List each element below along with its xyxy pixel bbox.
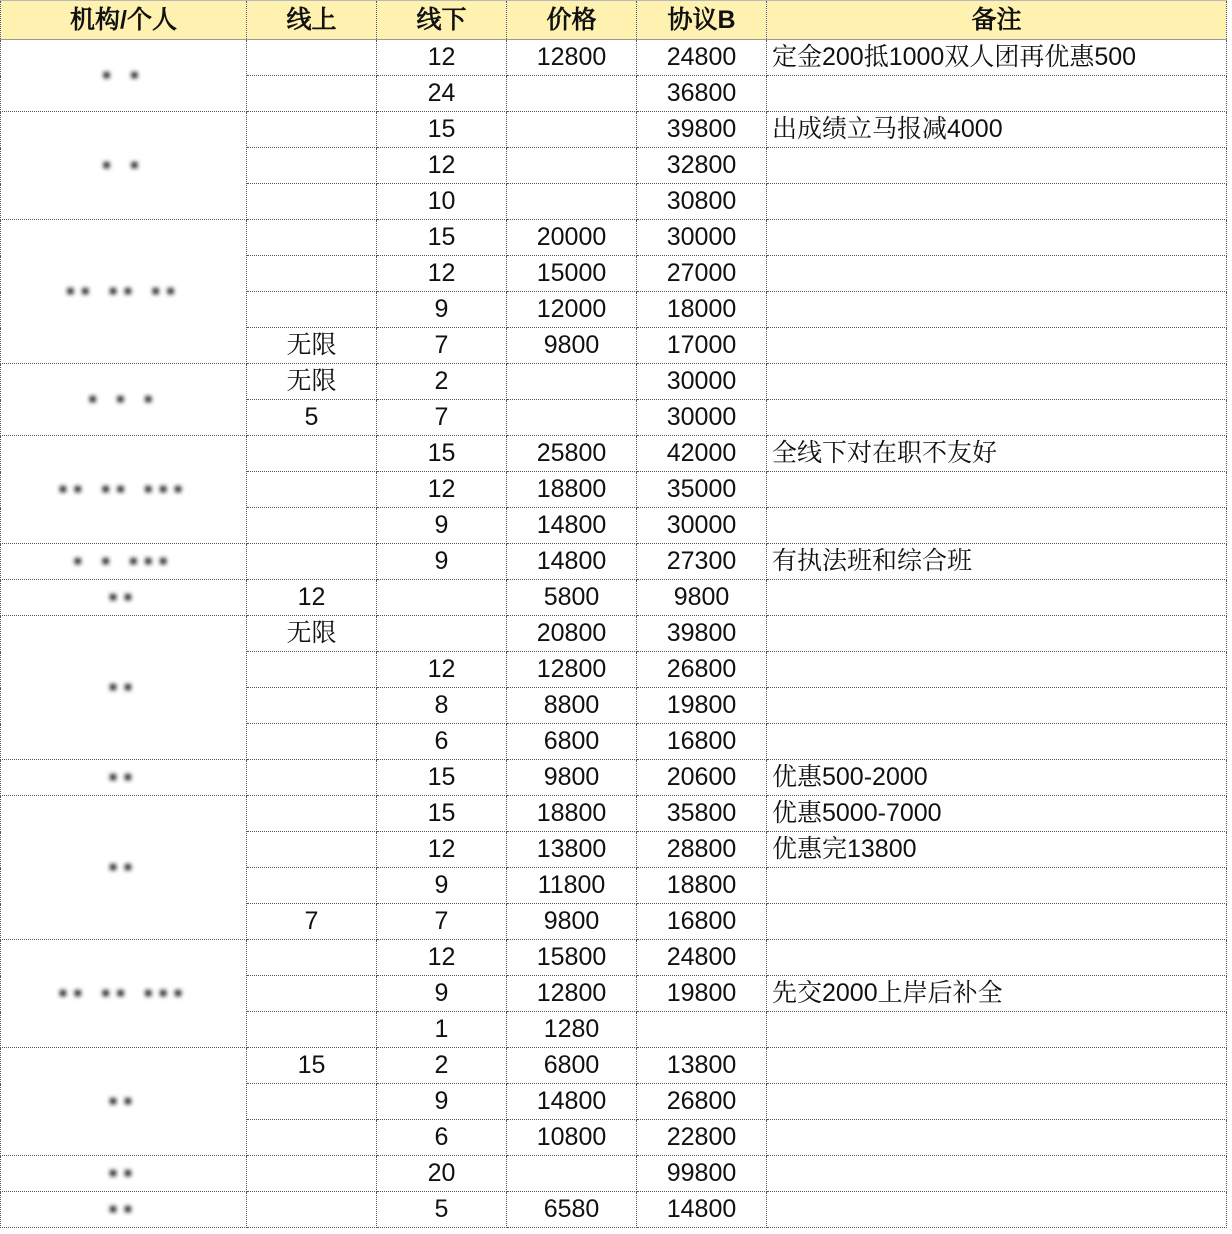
- cell-org[interactable]: [1, 436, 247, 544]
- cell-online[interactable]: [247, 76, 377, 112]
- cell-online[interactable]: [247, 976, 377, 1012]
- cell-agreement[interactable]: 26800: [637, 1084, 767, 1120]
- cell-note[interactable]: 优惠完13800: [767, 832, 1227, 868]
- cell-agreement[interactable]: 30000: [637, 508, 767, 544]
- cell-online[interactable]: [247, 1120, 377, 1156]
- org-name-redacted: ▪ ▪: [102, 151, 145, 179]
- cell-agreement[interactable]: 42000: [637, 436, 767, 472]
- cell-agreement[interactable]: 9800: [637, 580, 767, 616]
- cell-price[interactable]: 8800: [507, 688, 637, 724]
- cell-online[interactable]: [247, 724, 377, 760]
- cell-org[interactable]: [1, 364, 247, 436]
- cell-agreement[interactable]: 13800: [637, 1048, 767, 1084]
- cell-org[interactable]: [1, 220, 247, 364]
- cell-online[interactable]: [247, 796, 377, 832]
- cell-note[interactable]: [767, 148, 1227, 184]
- cell-online[interactable]: [247, 832, 377, 868]
- cell-agreement[interactable]: 24800: [637, 940, 767, 976]
- cell-agreement[interactable]: 30800: [637, 184, 767, 220]
- cell-price[interactable]: 14800: [507, 1084, 637, 1120]
- table-row: [1, 796, 1227, 832]
- cell-agreement[interactable]: 17000: [637, 328, 767, 364]
- cell-agreement[interactable]: 35800: [637, 796, 767, 832]
- cell-note[interactable]: [767, 652, 1227, 688]
- cell-note[interactable]: [767, 868, 1227, 904]
- cell-online[interactable]: [247, 760, 377, 796]
- cell-agreement[interactable]: 99800: [637, 1156, 767, 1192]
- cell-note[interactable]: [767, 580, 1227, 616]
- cell-note[interactable]: 优惠5000-7000: [767, 796, 1227, 832]
- cell-agreement[interactable]: 20600: [637, 760, 767, 796]
- cell-org[interactable]: [1, 1156, 247, 1192]
- cell-price[interactable]: 5800: [507, 580, 637, 616]
- cell-offline[interactable]: 9: [377, 292, 507, 328]
- cell-note[interactable]: [767, 508, 1227, 544]
- cell-price[interactable]: 6800: [507, 724, 637, 760]
- cell-offline[interactable]: 15: [377, 112, 507, 148]
- table-row: [1, 1156, 1227, 1192]
- cell-online[interactable]: [247, 184, 377, 220]
- cell-agreement[interactable]: 39800: [637, 112, 767, 148]
- table-row: [1, 544, 1227, 580]
- table-row: [1, 616, 1227, 652]
- cell-price[interactable]: 15800: [507, 940, 637, 976]
- cell-note[interactable]: [767, 616, 1227, 652]
- cell-org[interactable]: [1, 760, 247, 796]
- cell-price[interactable]: 25800: [507, 436, 637, 472]
- cell-note[interactable]: [767, 1048, 1227, 1084]
- cell-note[interactable]: [767, 1192, 1227, 1228]
- cell-online[interactable]: [247, 1084, 377, 1120]
- cell-agreement[interactable]: 27000: [637, 256, 767, 292]
- cell-online[interactable]: 12: [247, 580, 377, 616]
- cell-price[interactable]: 12000: [507, 292, 637, 328]
- cell-agreement[interactable]: 24800: [637, 40, 767, 76]
- cell-price[interactable]: 12800: [507, 976, 637, 1012]
- cell-offline[interactable]: 6: [377, 724, 507, 760]
- cell-note[interactable]: 出成绩立马报减4000: [767, 112, 1227, 148]
- table-row: [1, 1048, 1227, 1084]
- cell-note[interactable]: [767, 472, 1227, 508]
- cell-offline[interactable]: 2: [377, 364, 507, 400]
- cell-note[interactable]: [767, 256, 1227, 292]
- cell-offline[interactable]: 15: [377, 760, 507, 796]
- cell-offline[interactable]: 12: [377, 40, 507, 76]
- cell-online[interactable]: 无限: [247, 364, 377, 400]
- cell-agreement[interactable]: 39800: [637, 616, 767, 652]
- cell-online[interactable]: [247, 472, 377, 508]
- cell-note[interactable]: [767, 400, 1227, 436]
- cell-offline[interactable]: 24: [377, 76, 507, 112]
- cell-offline[interactable]: 9: [377, 976, 507, 1012]
- cell-price[interactable]: 9800: [507, 904, 637, 940]
- cell-online[interactable]: 无限: [247, 616, 377, 652]
- cell-online[interactable]: [247, 1012, 377, 1048]
- cell-offline[interactable]: 20: [377, 1156, 507, 1192]
- cell-note[interactable]: [767, 724, 1227, 760]
- cell-offline[interactable]: [377, 616, 507, 652]
- cell-online[interactable]: [247, 436, 377, 472]
- cell-agreement[interactable]: 30000: [637, 400, 767, 436]
- cell-agreement[interactable]: 22800: [637, 1120, 767, 1156]
- cell-online[interactable]: [247, 940, 377, 976]
- table-row: [1, 940, 1227, 976]
- header-row: [1, 1, 1227, 40]
- cell-offline[interactable]: 9: [377, 868, 507, 904]
- cell-price[interactable]: [507, 76, 637, 112]
- cell-agreement[interactable]: 32800: [637, 148, 767, 184]
- header-price[interactable]: 价格: [507, 1, 637, 40]
- cell-note[interactable]: [767, 940, 1227, 976]
- cell-note[interactable]: 有执法班和综合班: [767, 544, 1227, 580]
- cell-org[interactable]: [1, 796, 247, 940]
- cell-price[interactable]: 9800: [507, 328, 637, 364]
- header-agreement[interactable]: 协议B: [637, 1, 767, 40]
- cell-offline[interactable]: 12: [377, 940, 507, 976]
- table-row: [1, 112, 1227, 148]
- org-name-redacted: ▪▪ ▪▪ ▪▪▪: [58, 475, 189, 503]
- cell-offline[interactable]: 1: [377, 1012, 507, 1048]
- cell-note[interactable]: 全线下对在职不友好: [767, 436, 1227, 472]
- cell-price[interactable]: 20800: [507, 616, 637, 652]
- cell-online[interactable]: [247, 544, 377, 580]
- org-name-redacted: ▪▪: [108, 1087, 139, 1115]
- cell-note[interactable]: [767, 1084, 1227, 1120]
- table-row: [1, 760, 1227, 796]
- cell-online[interactable]: [247, 148, 377, 184]
- cell-price[interactable]: 18800: [507, 796, 637, 832]
- cell-online[interactable]: [247, 1192, 377, 1228]
- cell-offline[interactable]: 5: [377, 1192, 507, 1228]
- cell-agreement[interactable]: 16800: [637, 904, 767, 940]
- cell-org[interactable]: [1, 616, 247, 760]
- cell-offline[interactable]: 7: [377, 328, 507, 364]
- cell-price[interactable]: 18800: [507, 472, 637, 508]
- cell-agreement[interactable]: 16800: [637, 724, 767, 760]
- cell-note[interactable]: [767, 364, 1227, 400]
- header-org[interactable]: 机构/个人: [1, 1, 247, 40]
- cell-org[interactable]: [1, 1048, 247, 1156]
- org-name-redacted: ▪▪: [108, 1195, 139, 1223]
- cell-agreement[interactable]: 28800: [637, 832, 767, 868]
- table-row: [1, 220, 1227, 256]
- cell-offline[interactable]: 15: [377, 220, 507, 256]
- cell-offline[interactable]: 12: [377, 472, 507, 508]
- cell-offline[interactable]: 12: [377, 148, 507, 184]
- cell-agreement[interactable]: 30000: [637, 364, 767, 400]
- cell-offline[interactable]: 8: [377, 688, 507, 724]
- cell-agreement[interactable]: 19800: [637, 976, 767, 1012]
- cell-price[interactable]: 9800: [507, 760, 637, 796]
- cell-agreement[interactable]: 19800: [637, 688, 767, 724]
- org-name-redacted: ▪ ▪ ▪▪▪: [73, 547, 174, 575]
- cell-price[interactable]: 12800: [507, 652, 637, 688]
- cell-price[interactable]: 1280: [507, 1012, 637, 1048]
- cell-note[interactable]: 定金200抵1000双人团再优惠500: [767, 40, 1227, 76]
- cell-online[interactable]: [247, 112, 377, 148]
- cell-price[interactable]: [507, 400, 637, 436]
- cell-note[interactable]: [767, 292, 1227, 328]
- cell-price[interactable]: [507, 1156, 637, 1192]
- org-name-redacted: ▪▪: [108, 673, 139, 701]
- org-name-redacted: ▪▪: [108, 583, 139, 611]
- table-row: [1, 40, 1227, 76]
- cell-org[interactable]: [1, 112, 247, 220]
- cell-offline[interactable]: 9: [377, 544, 507, 580]
- cell-offline[interactable]: 12: [377, 652, 507, 688]
- cell-price[interactable]: 20000: [507, 220, 637, 256]
- cell-online[interactable]: [247, 220, 377, 256]
- cell-note[interactable]: 先交2000上岸后补全: [767, 976, 1227, 1012]
- cell-note[interactable]: [767, 220, 1227, 256]
- cell-note[interactable]: [767, 904, 1227, 940]
- cell-note[interactable]: [767, 328, 1227, 364]
- cell-agreement[interactable]: 18000: [637, 292, 767, 328]
- cell-online[interactable]: [247, 40, 377, 76]
- cell-price[interactable]: [507, 364, 637, 400]
- cell-org[interactable]: [1, 40, 247, 112]
- header-online[interactable]: 线上: [247, 1, 377, 40]
- cell-agreement[interactable]: 18800: [637, 868, 767, 904]
- cell-offline[interactable]: 6: [377, 1120, 507, 1156]
- cell-offline[interactable]: [377, 580, 507, 616]
- cell-price[interactable]: 6580: [507, 1192, 637, 1228]
- cell-note[interactable]: 优惠500-2000: [767, 760, 1227, 796]
- cell-price[interactable]: [507, 184, 637, 220]
- cell-online[interactable]: [247, 292, 377, 328]
- cell-agreement[interactable]: 30000: [637, 220, 767, 256]
- cell-note[interactable]: [767, 1012, 1227, 1048]
- cell-price[interactable]: 15000: [507, 256, 637, 292]
- cell-agreement[interactable]: 35000: [637, 472, 767, 508]
- cell-offline[interactable]: 12: [377, 832, 507, 868]
- cell-price[interactable]: [507, 112, 637, 148]
- cell-org[interactable]: [1, 580, 247, 616]
- cell-price[interactable]: 13800: [507, 832, 637, 868]
- cell-online[interactable]: 5: [247, 400, 377, 436]
- cell-org[interactable]: [1, 544, 247, 580]
- cell-price[interactable]: 6800: [507, 1048, 637, 1084]
- org-name-redacted: ▪▪: [108, 763, 139, 791]
- table-row: [1, 436, 1227, 472]
- cell-agreement[interactable]: 36800: [637, 76, 767, 112]
- cell-offline[interactable]: 7: [377, 904, 507, 940]
- cell-online[interactable]: 7: [247, 904, 377, 940]
- cell-agreement[interactable]: 27300: [637, 544, 767, 580]
- cell-online[interactable]: [247, 652, 377, 688]
- cell-org[interactable]: [1, 940, 247, 1048]
- table-row: [1, 580, 1227, 616]
- cell-price[interactable]: 11800: [507, 868, 637, 904]
- table-row: [1, 364, 1227, 400]
- cell-offline[interactable]: 15: [377, 436, 507, 472]
- org-name-redacted: ▪▪: [108, 853, 139, 881]
- cell-online[interactable]: [247, 688, 377, 724]
- cell-offline[interactable]: 9: [377, 508, 507, 544]
- header-offline[interactable]: 线下: [377, 1, 507, 40]
- org-name-redacted: ▪▪ ▪▪ ▪▪: [65, 277, 182, 305]
- cell-online[interactable]: [247, 868, 377, 904]
- cell-note[interactable]: [767, 76, 1227, 112]
- org-name-redacted: ▪ ▪: [102, 61, 145, 89]
- cell-offline[interactable]: 12: [377, 256, 507, 292]
- table-row: [1, 1192, 1227, 1228]
- cell-offline[interactable]: 15: [377, 796, 507, 832]
- cell-price[interactable]: 14800: [507, 544, 637, 580]
- cell-org[interactable]: [1, 1192, 247, 1228]
- cell-note[interactable]: [767, 1120, 1227, 1156]
- cell-online[interactable]: [247, 256, 377, 292]
- cell-note[interactable]: [767, 184, 1227, 220]
- cell-offline[interactable]: 7: [377, 400, 507, 436]
- cell-agreement[interactable]: 26800: [637, 652, 767, 688]
- table-body: [1, 40, 1227, 1228]
- cell-note[interactable]: [767, 688, 1227, 724]
- cell-offline[interactable]: 9: [377, 1084, 507, 1120]
- header-note[interactable]: 备注: [767, 1, 1227, 40]
- cell-agreement[interactable]: [637, 1012, 767, 1048]
- cell-agreement[interactable]: 14800: [637, 1192, 767, 1228]
- cell-offline[interactable]: 10: [377, 184, 507, 220]
- cell-online[interactable]: 15: [247, 1048, 377, 1084]
- cell-online[interactable]: [247, 508, 377, 544]
- cell-price[interactable]: 12800: [507, 40, 637, 76]
- cell-online[interactable]: 无限: [247, 328, 377, 364]
- org-name-redacted: ▪▪: [108, 1159, 139, 1187]
- org-name-redacted: ▪ ▪ ▪: [88, 385, 159, 413]
- org-name-redacted: ▪▪ ▪▪ ▪▪▪: [58, 979, 189, 1007]
- cell-price[interactable]: [507, 148, 637, 184]
- cell-online[interactable]: [247, 1156, 377, 1192]
- cell-note[interactable]: [767, 1156, 1227, 1192]
- cell-price[interactable]: 14800: [507, 508, 637, 544]
- cell-offline[interactable]: 2: [377, 1048, 507, 1084]
- cell-price[interactable]: 10800: [507, 1120, 637, 1156]
